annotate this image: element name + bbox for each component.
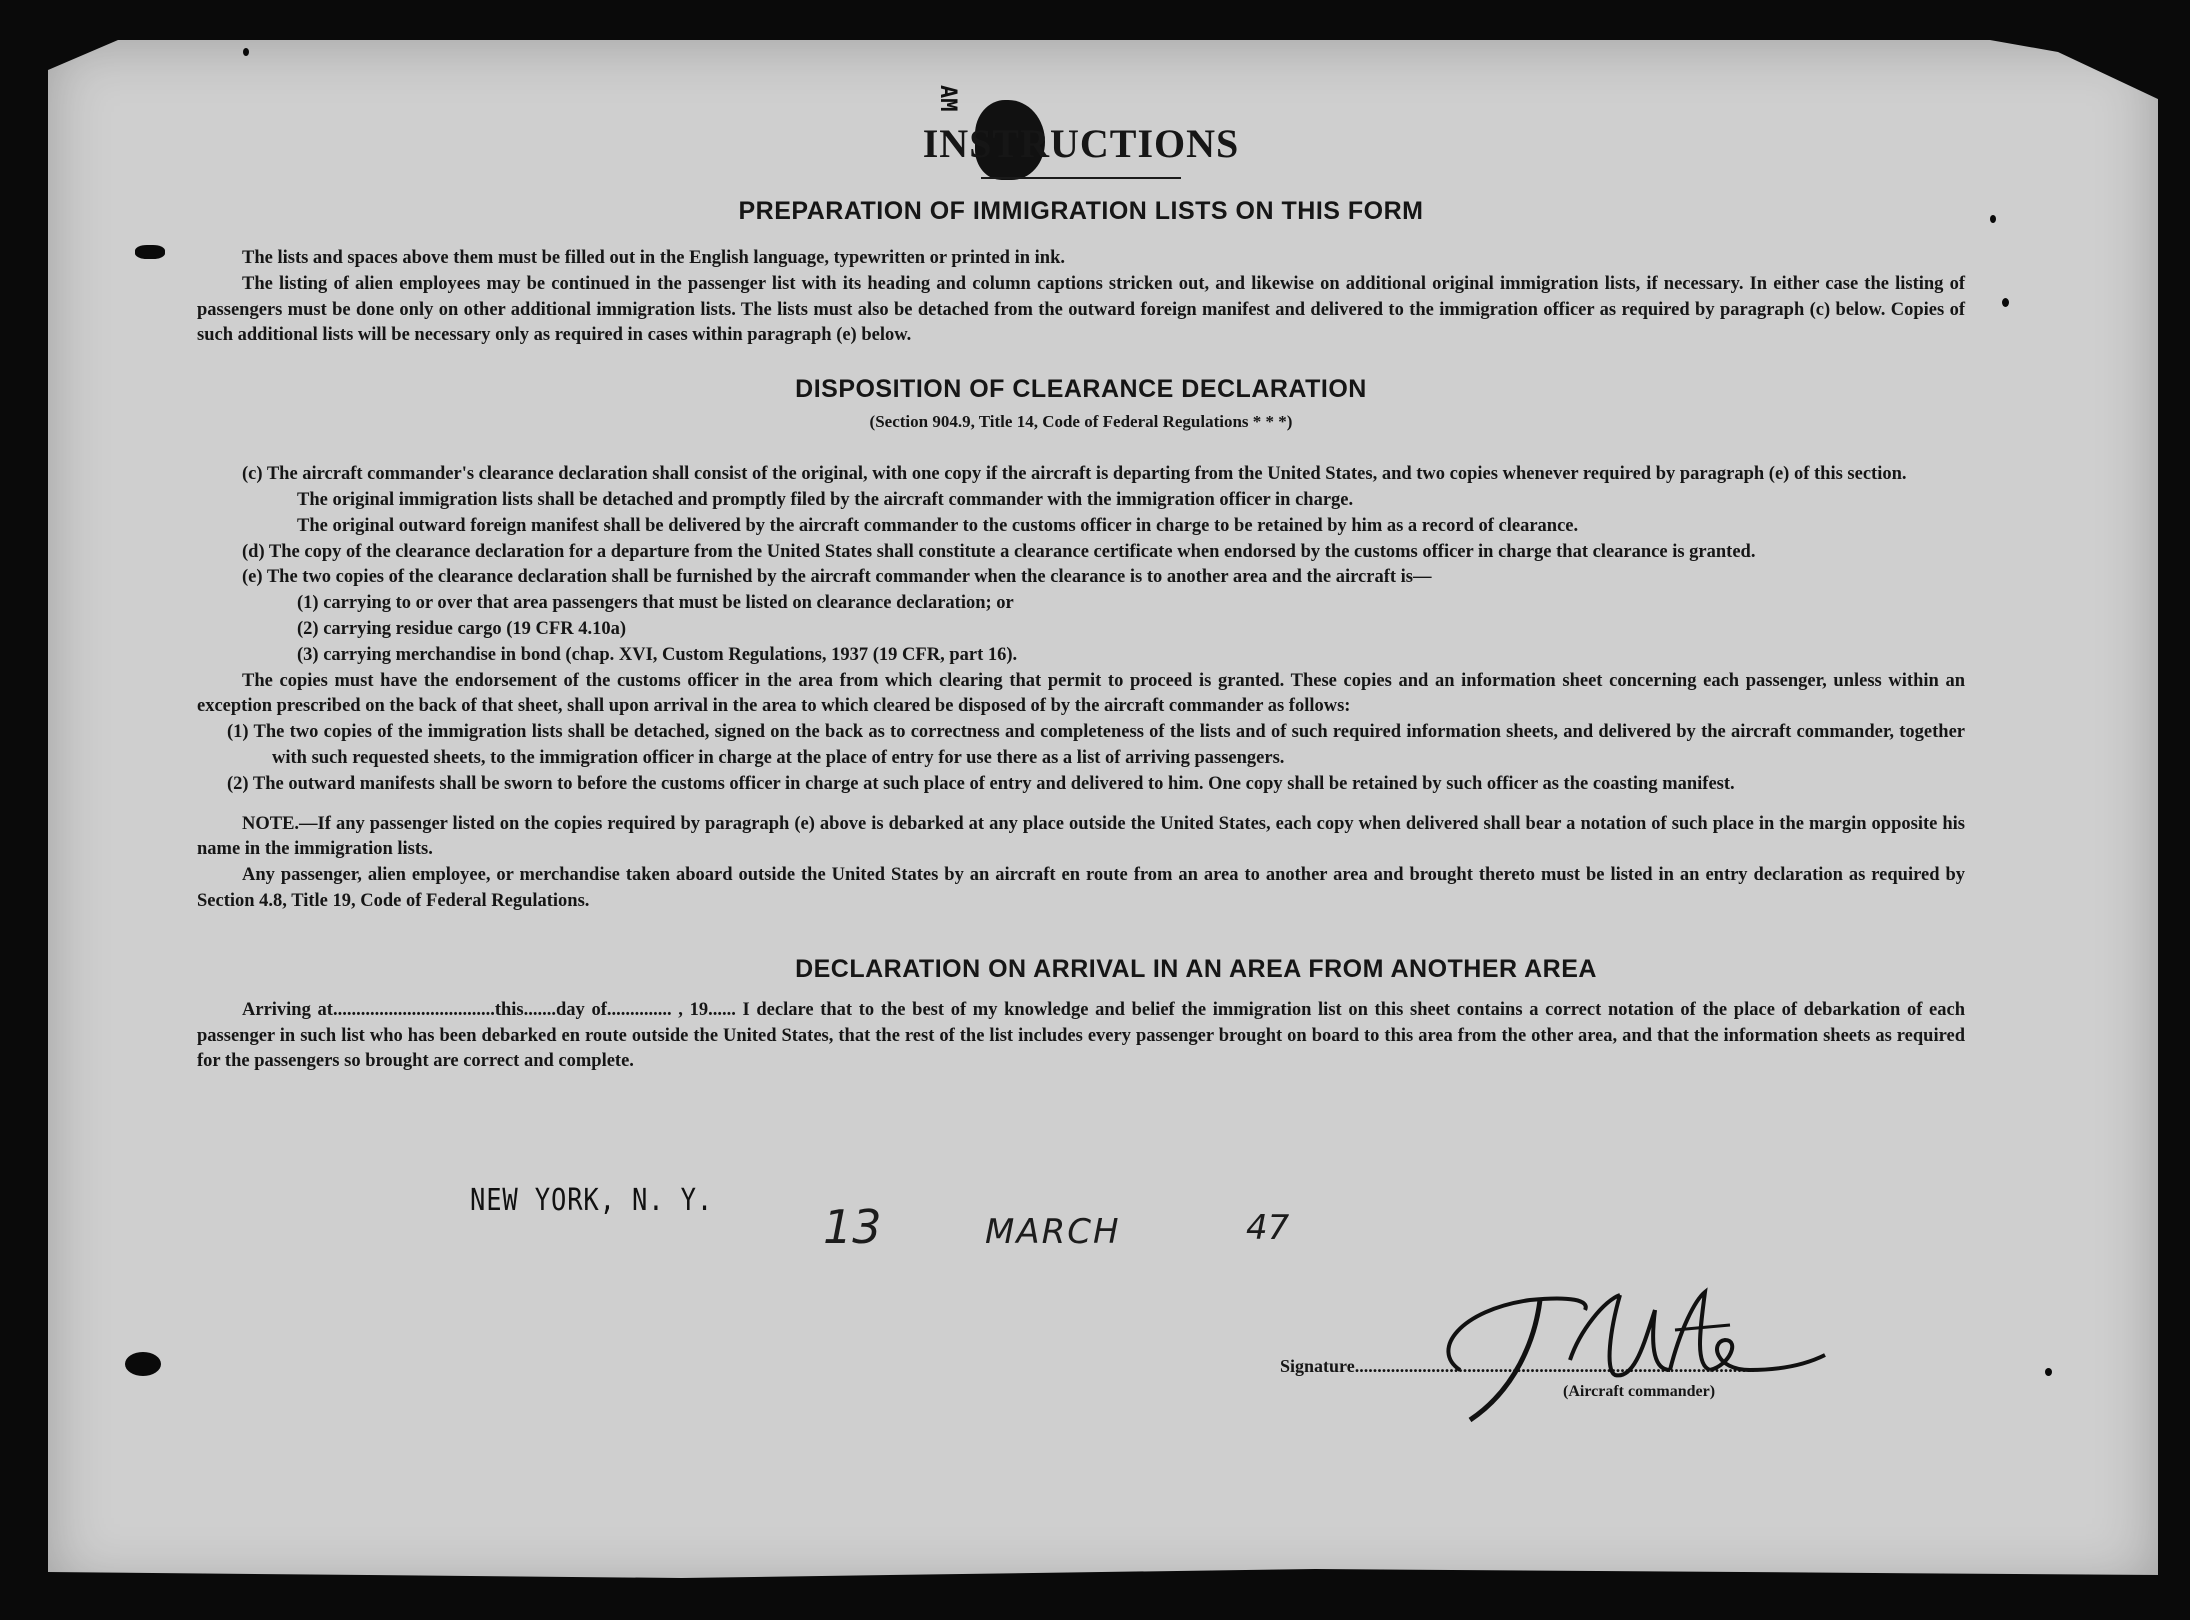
day-label: day of xyxy=(555,999,607,1020)
paragraph-english-language: The lists and spaces above them must be filled out in the English language, typewritten or printed in ink. xyxy=(242,248,1065,268)
signature-caption: (Aircraft commander) xyxy=(1563,1383,1716,1400)
arrival-day-value: 13 xyxy=(823,1200,882,1254)
section-heading-declaration: DECLARATION ON ARRIVAL IN AN AREA FROM ANOTHER AREA xyxy=(795,954,1597,983)
section-subheading-citation: (Section 904.9, Title 14, Code of Federal Regulations * * *) xyxy=(869,412,1293,432)
paragraph-c: (c) The aircraft commander's clearance declaration shall consist of the original, with one copy if the aircraft is departing from the United States, and two copies whenever required by paragraph (e) of this section. xyxy=(242,464,1907,485)
section-heading-preparation: PREPARATION OF IMMIGRATION LISTS ON THIS FORM xyxy=(738,197,1424,225)
speck-mark xyxy=(1990,215,1996,223)
paragraph-alien-employees: The listing of alien employees may be continued in the passenger list with its heading and column captions stricken out, and likewise on additional original immigration lists, if necessary. In either case the listing of passengers must be done only on other additional immigration lists. The lists must also be detached from the outward foreign manifest and delivered to the immigration officer as required by paragraph (c) below. Copies of such additional lists will be necessary only as required in cases within paragraph (e) below. xyxy=(197,273,1965,346)
arrival-year-value: 47 xyxy=(1246,1208,1290,1248)
arriving-label: Arriving at xyxy=(242,999,333,1020)
paragraph-d: (d) The copy of the clearance declaration for a departure from the United States shall constitute a clearance certificate when endorsed by the customs officer in charge that clearance is granted. xyxy=(242,541,1756,562)
signature-label: Signature xyxy=(1280,1356,1355,1376)
page-title: INSTRUCTIONS xyxy=(922,121,1240,166)
speck-mark xyxy=(243,48,249,56)
ink-blot-mark xyxy=(135,245,165,259)
signature-image xyxy=(1420,1270,1860,1430)
year-prefix: 19 xyxy=(689,999,709,1020)
arriving-dots: ................................... xyxy=(332,999,495,1020)
paragraph-disposal-item-1: (1) The two copies of the immigration lists shall be detached, signed on the back as to correctness and completeness of the lists and of such required information sheets, and delivered by the aircraft commander, together with such requested sheets, to the immigration officer in charge at the place of entry for use there as a list of arriving passengers. xyxy=(227,722,1965,768)
paragraph-note: NOTE.—If any passenger listed on the copies required by paragraph (e) above is debarked at any place outside the United States, each copy when delivered shall bear a notation of such place in the margin opposite his name in the immigration lists. xyxy=(197,813,1965,860)
paragraph-e-item-3: (3) carrying merchandise in bond (chap. XVI, Custom Regulations, 1937 (19 CFR, part 16). xyxy=(297,644,1018,665)
stamp-fragment-text: AM xyxy=(935,85,960,112)
declaration-paragraph: Arriving at...................................this.......day of.............. , 19...... I declare that to the best of my knowledge and belief the immigration list on this sheet contains a correct notation of the place of debarkation of each passenger in such list who has been debarked en route outside the United States, that the rest of the list includes every passenger brought on board to this area from the other area, and that the information sheets as required for the passengers so brought are correct and complete. xyxy=(197,999,1966,1072)
paragraph-e-item-1: (1) carrying to or over that area passengers that must be listed on clearance declaration; or xyxy=(297,593,1014,614)
instructions-body xyxy=(197,120,1965,1075)
paragraph-e-item-2: (2) carrying residue cargo (19 CFR 4.10a) xyxy=(297,618,626,639)
declaration-text: I declare that to the best of my knowledge and belief the immigration list on this sheet contains a correct notation of the place of debarkation of each passenger in such list who has been debarked en route outside the United States, that the rest of the list includes every passenger brought on board to this area from the other area, and that the information sheets as required for the passengers so brought are correct and complete. xyxy=(197,999,1966,1072)
speck-mark xyxy=(2002,298,2009,307)
section-heading-disposition: DISPOSITION OF CLEARANCE DECLARATION xyxy=(795,375,1367,404)
paragraph-copies: The copies must have the endorsement of the customs officer in the area from which clearing that permit to proceed is granted. These copies and an information sheet concerning each passenger, unless within an exception prescribed on the back of that sheet, shall upon arrival in the area to which cleared be disposed of by the aircraft commander as follows: xyxy=(197,670,1965,717)
paragraph-c-immigration-lists: The original immigration lists shall be detached and promptly filed by the aircraft commander with the immigration officer in charge. xyxy=(297,489,1354,510)
paragraph-any-passenger: Any passenger, alien employee, or merchandise taken aboard outside the United States by an aircraft en route from an area to another area and brought thereto must be listed in an entry declaration as required by Section 4.8, Title 19, Code of Federal Regulations. xyxy=(197,865,1965,911)
paragraph-e: (e) The two copies of the clearance declaration shall be furnished by the aircraft commander when the clearance is to another area and the aircraft is— xyxy=(242,567,1432,588)
speck-mark xyxy=(2045,1368,2052,1376)
this-label: this xyxy=(494,999,524,1020)
arrival-place-value: NEW YORK, N. Y. xyxy=(470,1183,714,1218)
punch-hole-mark xyxy=(125,1352,161,1376)
arrival-month-value: MARCH xyxy=(985,1212,1121,1252)
paragraph-c-outward-manifest: The original outward foreign manifest shall be delivered by the aircraft commander to the customs officer in charge to be retained by him as a record of clearance. xyxy=(297,515,1579,536)
paragraph-disposal-item-2: (2) The outward manifests shall be sworn to before the customs officer in charge at such place of entry and delivered to him. One copy shall be retained by such officer as the coasting manifest. xyxy=(227,773,1735,794)
signature-label-line: Signature......................................................................................... xyxy=(1280,1356,1756,1376)
title-divider xyxy=(981,177,1181,179)
